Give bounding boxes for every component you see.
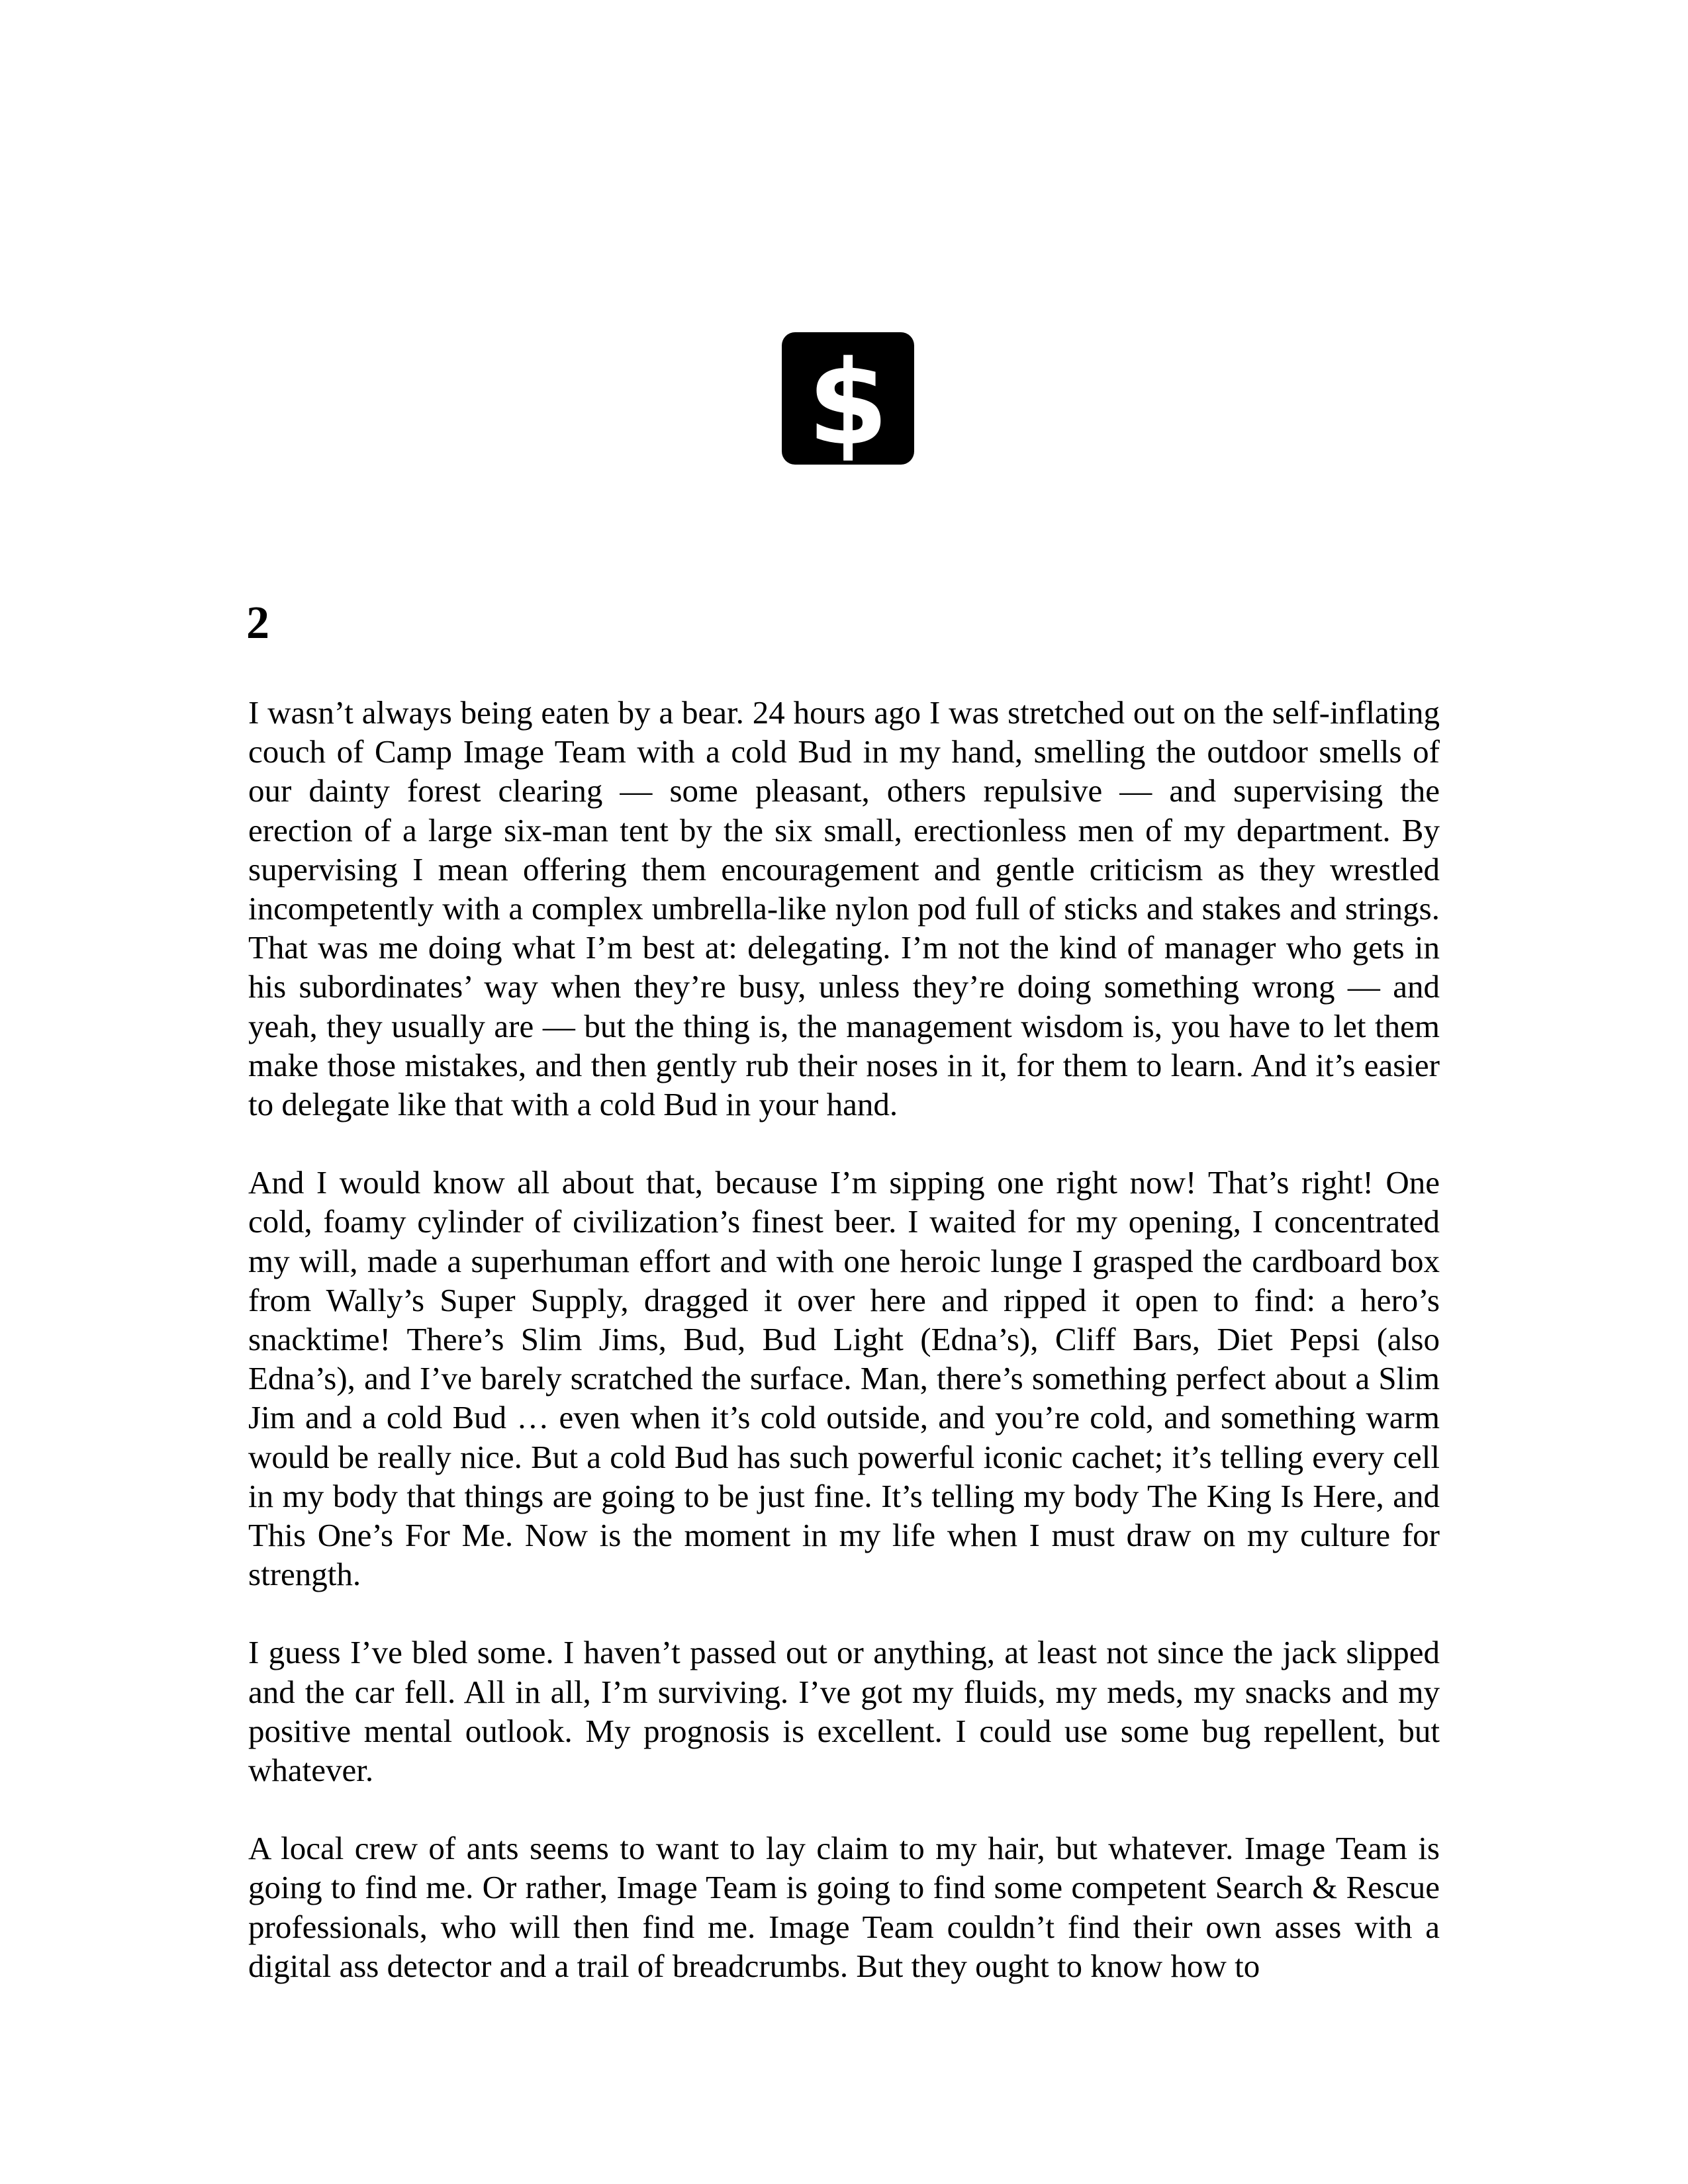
dollar-glyph: $ (807, 336, 889, 465)
dollar-sign-icon (782, 332, 914, 465)
chapter-body (248, 693, 1440, 2025)
paragraph-3: I guess I’ve bled some. I haven’t passed out or anything, at least not since the jack slipped and the car fell. All in all, I’m surviving. I’ve got my fluids, my meds, my snacks and my positive mental outlook. My prognosis is excellent. I could use some bug repellent, but whatever. (248, 1634, 1440, 1789)
paragraph-4: A local crew of ants seems to want to lay claim to my hair, but whatever. Image Team is going to find me. Or rather, Image Team is going to find some competent Search & Rescue professionals, who will then find me. Image Team couldn’t find their own asses with a digital ass detector and a trail of breadcrumbs. But they ought to know how to (248, 1830, 1440, 1984)
chapter-emblem (782, 332, 914, 465)
paragraph-2: And I would know all about that, because I’m sipping one right now! That’s right! One cold, foamy cylinder of civilization’s finest beer. I waited for my opening, I concentrated my will, made a superhuman effort and with one heroic lunge I grasped the cardboard box from Wally’s Super Supply, dragged it over here and ripped it open to find: a hero’s snacktime! There’s Slim Jims, Bud, Bud Light (Edna’s), Cliff Bars, Diet Pepsi (also Edna’s), and I’ve barely scratched the surface. Man, there’s something perfect about a Slim Jim and a cold Bud … even when it’s cold outside, and you’re cold, and something warm would be really nice. But a cold Bud has such powerful iconic cachet; it’s telling every cell in my body that things are going to be just fine. It’s telling my body The King Is Here, and This One’s For Me. Now is the moment in my life when I must draw on my culture for strength. (248, 1164, 1440, 1593)
chapter-number: 2 (246, 598, 269, 649)
paragraph-1: I wasn’t always being eaten by a bear. 24 hours ago I was stretched out on the self-inflating couch of Camp Image Team with a cold Bud in my hand, smelling the outdoor smells of our dainty forest clearing — some pleasant, others repulsive — and supervising the erection of a large six-man tent by the six small, erectionless men of my department. By supervising I mean offering them encouragement and gentle criticism as they wrestled incompetently with a complex umbrella-like nylon pod full of sticks and stakes and strings. That was me doing what I’m best at: delegating. I’m not the kind of manager who gets in his subordinates’ way when they’re busy, unless they’re doing something wrong — and yeah, they usually are — but the thing is, the management wisdom is, you have to let them make those mistakes, and then gently rub their noses in it, for them to learn. And it’s easier to delegate like that with a cold Bud in your hand. (248, 694, 1440, 1123)
